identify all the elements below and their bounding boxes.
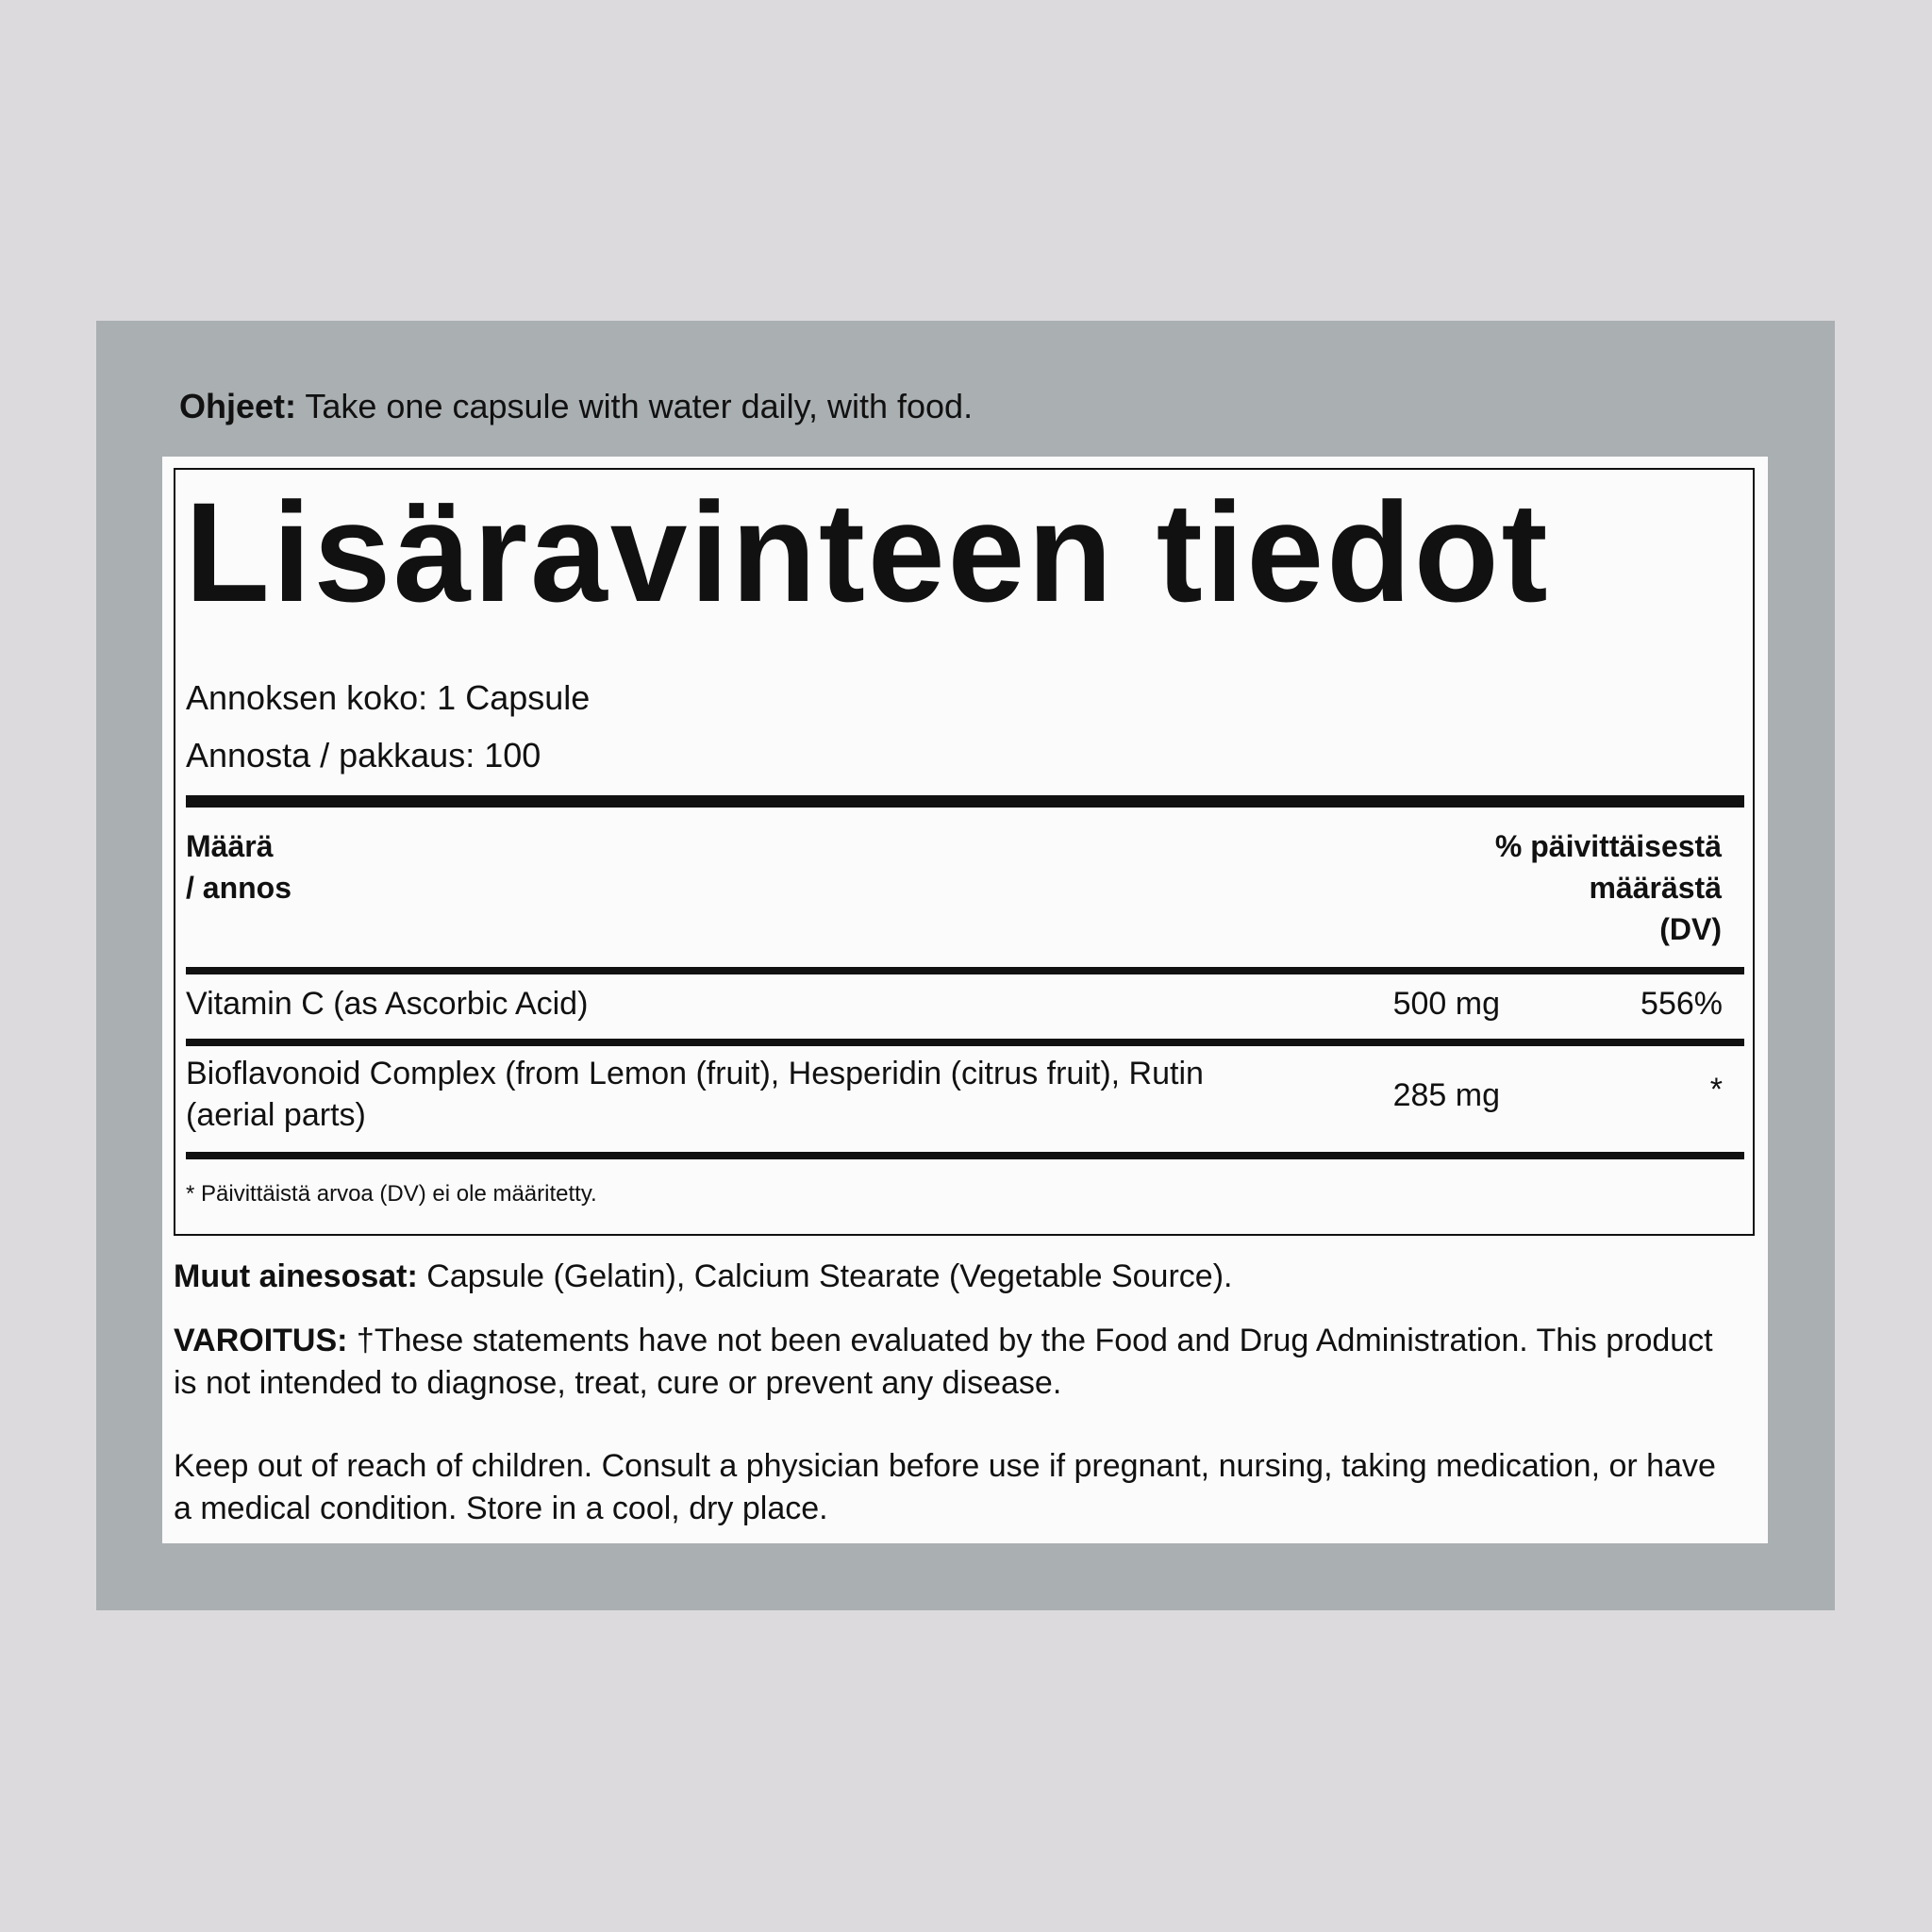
warning-statement — [174, 1320, 1740, 1405]
other-ingredients-label: Muut ainesosat: — [174, 1258, 418, 1294]
header-dv-line3: (DV) — [1659, 912, 1722, 946]
other-ingredients — [174, 1256, 1740, 1298]
divider-thick-top — [186, 795, 1744, 808]
header-dv-line2: määrästä — [1589, 871, 1722, 905]
nutrient-dv-vitamin-c: 556% — [1641, 986, 1723, 1022]
nutrient-dv-bioflavonoid: * — [1709, 1072, 1723, 1108]
servings-per-container: Annosta / pakkaus: 100 — [186, 736, 541, 774]
warning-text: †These statements have not been evaluated by the Food and Drug Administration. This product is not intended to diagnose, treat, cure or prevent any disease. — [174, 1323, 1713, 1401]
other-ingredients-text: Capsule (Gelatin), Calcium Stearate (Vegetable Source). — [417, 1258, 1233, 1294]
directions-label: Ohjeet: — [179, 387, 297, 425]
divider-row — [186, 1039, 1744, 1046]
keep-out-of-reach-statement: Keep out of reach of children. Consult a physician before use if pregnant, nursing, taking medication, or have a medical condition. Store in a cool, dry place. — [174, 1448, 1716, 1526]
header-amount-line2: / annos — [186, 871, 292, 905]
directions-text: Take one capsule with water daily, with food. — [296, 387, 974, 425]
nutrient-name-bioflavonoid: Bioflavonoid Complex (from Lemon (fruit), Hesperidin (citrus fruit), Rutin (aerial parts) — [186, 1056, 1204, 1133]
warning-label: VAROITUS: — [174, 1323, 348, 1358]
directions-line — [179, 380, 973, 433]
divider-header — [186, 967, 1744, 974]
nutrient-amount-bioflavonoid: 285 mg — [1392, 1077, 1500, 1113]
serving-size: Annoksen koko: 1 Capsule — [186, 678, 591, 717]
header-amount-line1: Määrä — [186, 829, 274, 863]
nutrient-name-vitamin-c: Vitamin C (as Ascorbic Acid) — [186, 986, 589, 1022]
daily-value-footnote: * Päivittäistä arvoa (DV) ei ole määritetty. — [186, 1181, 597, 1207]
header-amount-per-serving — [186, 825, 291, 908]
header-daily-value — [1344, 825, 1722, 950]
supplement-facts-title: Lisäravinteen tiedot — [185, 473, 1551, 631]
header-dv-line1: % päivittäisestä — [1494, 829, 1722, 863]
divider-bottom — [186, 1152, 1744, 1159]
nutrient-amount-vitamin-c: 500 mg — [1392, 986, 1500, 1022]
